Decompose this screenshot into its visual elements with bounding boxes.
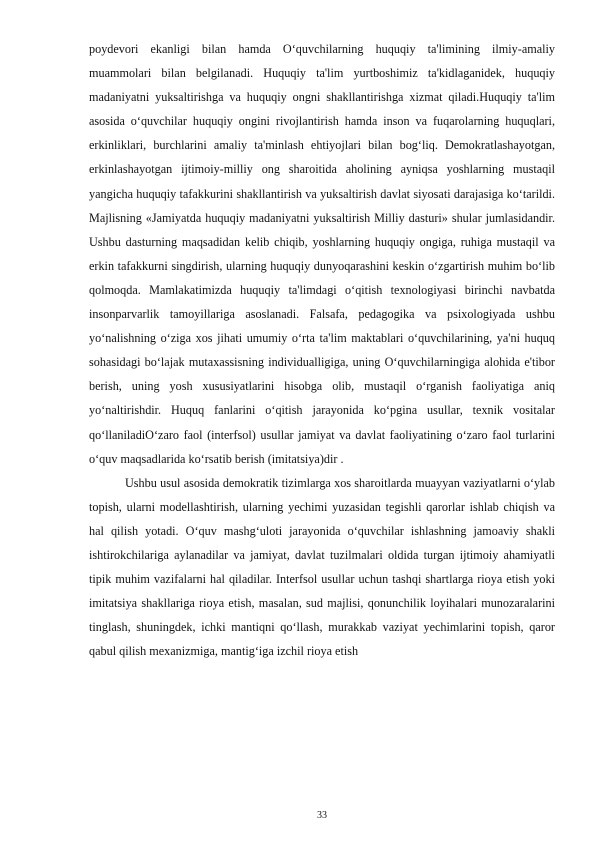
paragraph-1: poydevori ekanligi bilan hamda O‘quvchilarning huquqiy ta'limining ilmiy-amaliy muammolari bilan belgilanadi. Huquqiy ta'lim yurtboshimiz ta'kidlaganidek, huquqiy madaniyatni yuksaltirishga va huquqiy ongni shakllantirishga xizmat qiladi.Huquqiy ta'lim asosida o‘quvchilar huquqiy ongini rivojlantirish hamda inson va fuqarolarning huquqlari, erkinliklari, burchlarini amaliy ta'minlash ehtiyojlari bilan bog‘liq. Demokratlashayotgan, erkinlashayotgan ijtimoiy-milliy ong sharoitida aholining ayniqsa yoshlarning mustaqil yangicha huquqiy tafakkurini shakllantirish va yuksaltirish davlat siyosati darajasiga ko‘tarildi. Majlisning «Jamiyatda huquqiy madaniyatni yuksaltirish Milliy dasturi» shular jumlasidandir. Ushbu dasturning maqsadidan kelib chiqib, yoshlarning huquqiy ongiga, ruhiga mustaqil va erkin tafakkurni singdirish, ularning huquqiy dunyoqarashini keskin o‘zgartirish muhim bo‘lib qolmoqda. Mamlakatimizda huquqiy ta'limdagi o‘qitish texnologiyasi birinchi navbatda insonparvarlik tamoyillariga asoslanadi. Falsafa, pedagogika va psixologiyada ushbu yo‘nalishning o‘ziga xos jihati umumiy o‘rta ta'lim maktablari o‘quvchilarining, ya'ni huquq sohasidagi bo‘lajak mutaxassisning individualligiga, uning O‘quvchilarningiga alohida e'tibor berish, uning yosh xususiyatlarini hisobga olib, mustaqil o‘rganish faoliyatiga aniq yo‘naltirishdir. Huquq fanlarini o‘qitish jarayonida ko‘pgina usullar, texnik vositalar qo‘llaniladiO‘zaro faol (interfsol) usullar jamiyat va davlat faoliyatining o‘zaro faol turlarini o‘quv maqsadlarida ko‘rsatib berish (imitatsiya)dir . <box>89 42 555 466</box>
document-body <box>89 37 555 663</box>
page-number: 33 <box>317 810 327 821</box>
paragraph-2: Ushbu usul asosida demokratik tizimlarga xos sharoitlarda muayyan vaziyatlarni o‘ylab topish, ularni modellashtirish, ularning yechimi yuzasidan tegishli qarorlar ishlab chiqish va hal qilish yotadi. O‘quv mashg‘uloti jarayonida o‘quvchilar ishlashning jamoaviy shakli ishtirokchilariga aylanadilar va jamiyat, davlat tuzilmalari oldida turgan ijtimoiy ahamiyatli tipik muhim vazifalarni hal qiladilar. Interfsol usullar uchun tashqi shartlarga rioya etish yoki imitatsiya shakllariga rioya etish, masalan, sud majlisi, qonunchilik loyihalari munozaralarini tinglash, shuningdek, ichki mantiqni qo‘llash, murakkab vaziyat yechimlarini topish, qaror qabul qilish mexanizmiga, mantig‘iga izchil rioya etish <box>89 475 555 659</box>
